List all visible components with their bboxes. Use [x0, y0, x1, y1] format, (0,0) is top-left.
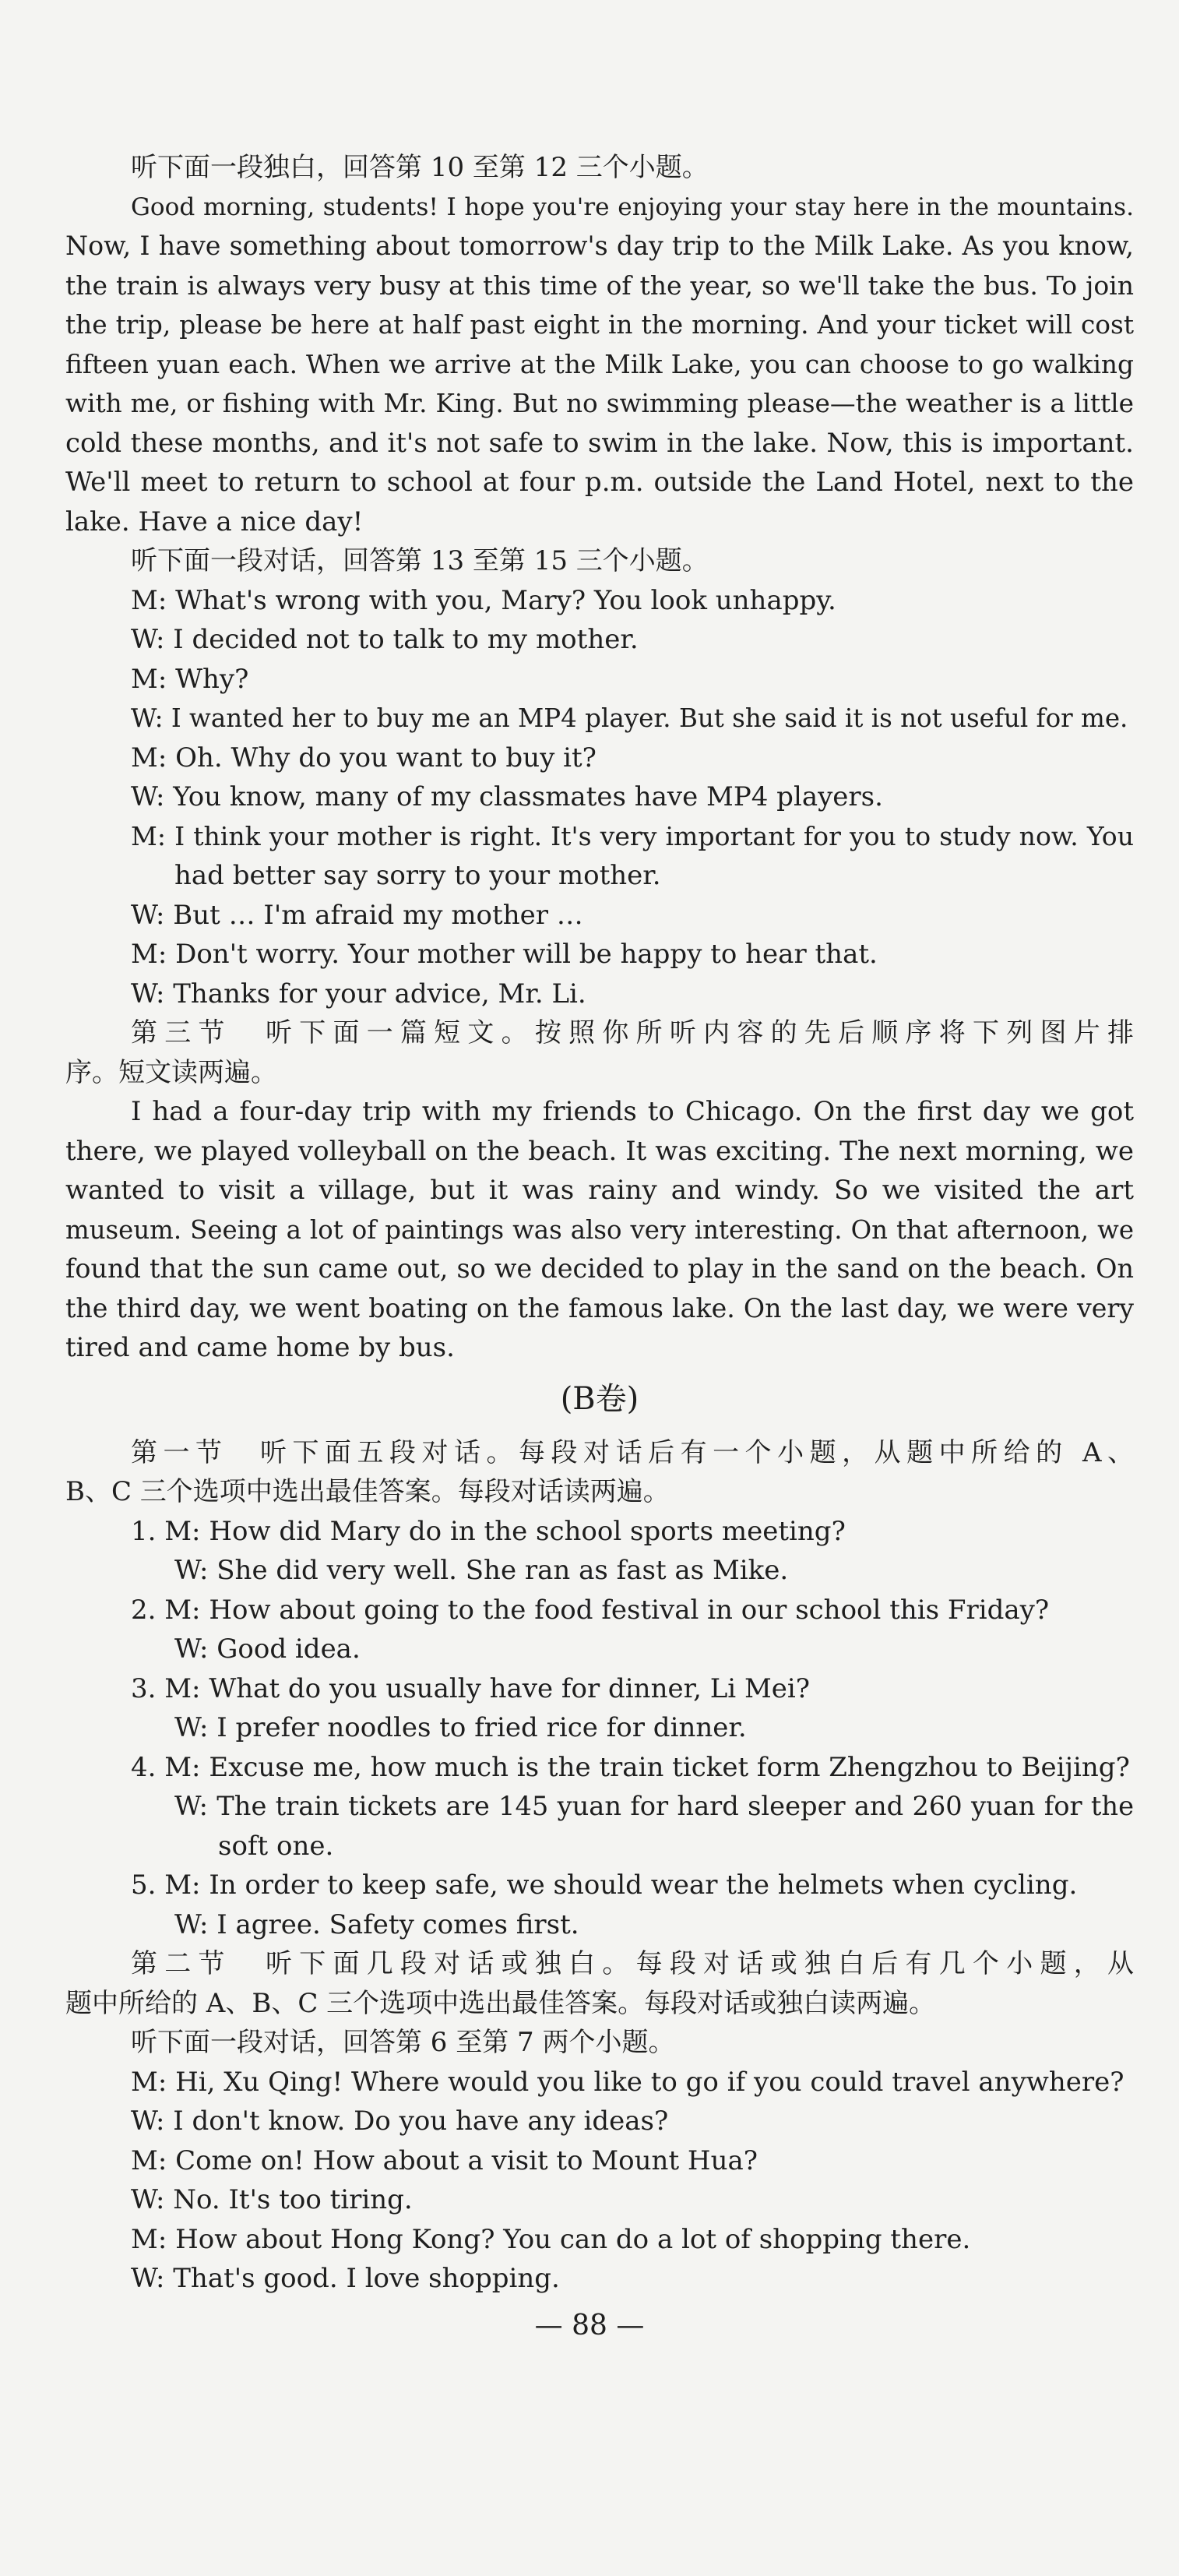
- text-line: W: I prefer noodles to fried rice for dinner.: [174, 1712, 747, 1743]
- text-line: the trip, please be here at half past eight in the morning. And your ticket will cost: [65, 310, 1134, 340]
- text-line: with me, or fishing with Mr. King. But no swimming please—the weather is a little: [65, 389, 1134, 418]
- section-b-title: (B卷): [560, 1380, 639, 1417]
- text-line: M: How about Hong Kong? You can do a lot of shopping there.: [131, 2223, 971, 2255]
- text-line: M: Don't worry. Your mother will be happy to hear that.: [131, 939, 878, 970]
- text-line: M: Why?: [131, 663, 249, 695]
- text-line: I had a four-day trip with my friends to Chicago. On the first day we got: [131, 1096, 1134, 1127]
- text-line: 3. M: What do you usually have for dinner, Li Mei?: [131, 1672, 811, 1704]
- section-b-text: [65, 1433, 1134, 2299]
- text-line: fifteen yuan each. When we arrive at the Milk Lake, you can choose to go walking: [65, 349, 1134, 379]
- text-line: 1. M: How did Mary do in the school sports meeting?: [131, 1515, 846, 1547]
- text-line: W: I don't know. Do you have any ideas?: [131, 2106, 669, 2137]
- text-line: M: Come on! How about a visit to Mount Hua?: [131, 2144, 758, 2176]
- text-line: 第一节 听下面五段对话。每段对话后有一个小题，从题中所给的 A、: [131, 1436, 1134, 1468]
- text-line: W: That's good. I love shopping.: [131, 2263, 560, 2294]
- text-line: wanted to visit a village, but it was rainy and windy. So we visited the art: [65, 1175, 1134, 1206]
- text-line: 5. M: In order to keep safe, we should wear the helmets when cycling.: [131, 1869, 1078, 1901]
- text-line: W: I agree. Safety comes first.: [174, 1908, 579, 1940]
- text-line: lake. Have a nice day!: [65, 506, 364, 537]
- text-line: tired and came home by bus.: [65, 1332, 455, 1363]
- text-line: had better say sorry to your mother.: [174, 860, 661, 891]
- text-line: 听下面一段对话，回答第 13 至第 15 三个小题。: [131, 545, 709, 576]
- text-line: W: But … I'm afraid my mother …: [131, 899, 583, 931]
- text-line: the third day, we went boating on the famous lake. On the last day, we were very: [65, 1292, 1134, 1323]
- text-line: Now, I have something about tomorrow's day trip to the Milk Lake. As you know,: [65, 231, 1134, 261]
- section-a-text: [65, 148, 1134, 1368]
- text-line: 听下面一段对话，回答第 6 至第 7 两个小题。: [131, 2027, 675, 2058]
- text-line: 4. M: Excuse me, how much is the train ticket form Zhengzhou to Beijing?: [131, 1751, 1130, 1783]
- text-line: Good morning, students! I hope you're enjoying your stay here in the mountains.: [131, 192, 1134, 221]
- text-line: 听下面一段独白，回答第 10 至第 12 三个小题。: [131, 152, 709, 183]
- text-line: found that the sun came out, so we decided to play in the sand on the beach. On: [65, 1253, 1134, 1284]
- text-line: We'll meet to return to school at four p.m. outside the Land Hotel, next to the: [65, 467, 1134, 498]
- text-line: W: She did very well. She ran as fast as Mike.: [174, 1555, 789, 1586]
- text-line: soft one.: [218, 1830, 334, 1862]
- page-content: [65, 148, 1134, 2299]
- text-line: W: I decided not to talk to my mother.: [131, 624, 639, 655]
- text-line: W: Good idea.: [174, 1633, 361, 1665]
- text-line: W: You know, many of my classmates have MP4 players.: [131, 781, 883, 812]
- text-line: M: Hi, Xu Qing! Where would you like to go if you could travel anywhere?: [131, 2066, 1124, 2098]
- text-line: there, we played volleyball on the beach. It was exciting. The next morning, we: [65, 1135, 1134, 1167]
- text-line: 第二节 听下面几段对话或独白。每段对话或独白后有几个小题，从: [131, 1948, 1134, 1979]
- text-line: M: Oh. Why do you want to buy it?: [131, 742, 597, 774]
- text-line: M: I think your mother is right. It's very important for you to study now. You: [131, 820, 1134, 851]
- text-line: B、C 三个选项中选出最佳答案。每段对话读两遍。: [65, 1476, 670, 1507]
- text-line: 2. M: How about going to the food festival in our school this Friday?: [131, 1594, 1050, 1626]
- text-line: cold these months, and it's not safe to swim in the lake. Now, this is important.: [65, 427, 1134, 459]
- text-line: 题中所给的 A、B、C 三个选项中选出最佳答案。每段对话或独白读两遍。: [65, 1987, 936, 2019]
- text-line: W: Thanks for your advice, Mr. Li.: [131, 978, 586, 1010]
- text-line: 第三节 听下面一篇短文。按照你所听内容的先后顺序将下列图片排: [131, 1017, 1134, 1048]
- text-line: W: I wanted her to buy me an MP4 player. But she said it is not useful for me.: [131, 703, 1128, 733]
- text-line: 序。短文读两遍。: [65, 1056, 277, 1088]
- text-line: the train is always very busy at this time of the year, so we'll take the bus. To join: [65, 270, 1134, 301]
- text-line: W: The train tickets are 145 yuan for hard sleeper and 260 yuan for the: [174, 1791, 1134, 1821]
- text-line: M: What's wrong with you, Mary? You look unhappy.: [131, 584, 836, 616]
- text-line: museum. Seeing a lot of paintings was also very interesting. On that afternoon, we: [65, 1214, 1134, 1245]
- text-line: W: No. It's too tiring.: [131, 2184, 413, 2215]
- page-number: — 88 —: [534, 2310, 645, 2342]
